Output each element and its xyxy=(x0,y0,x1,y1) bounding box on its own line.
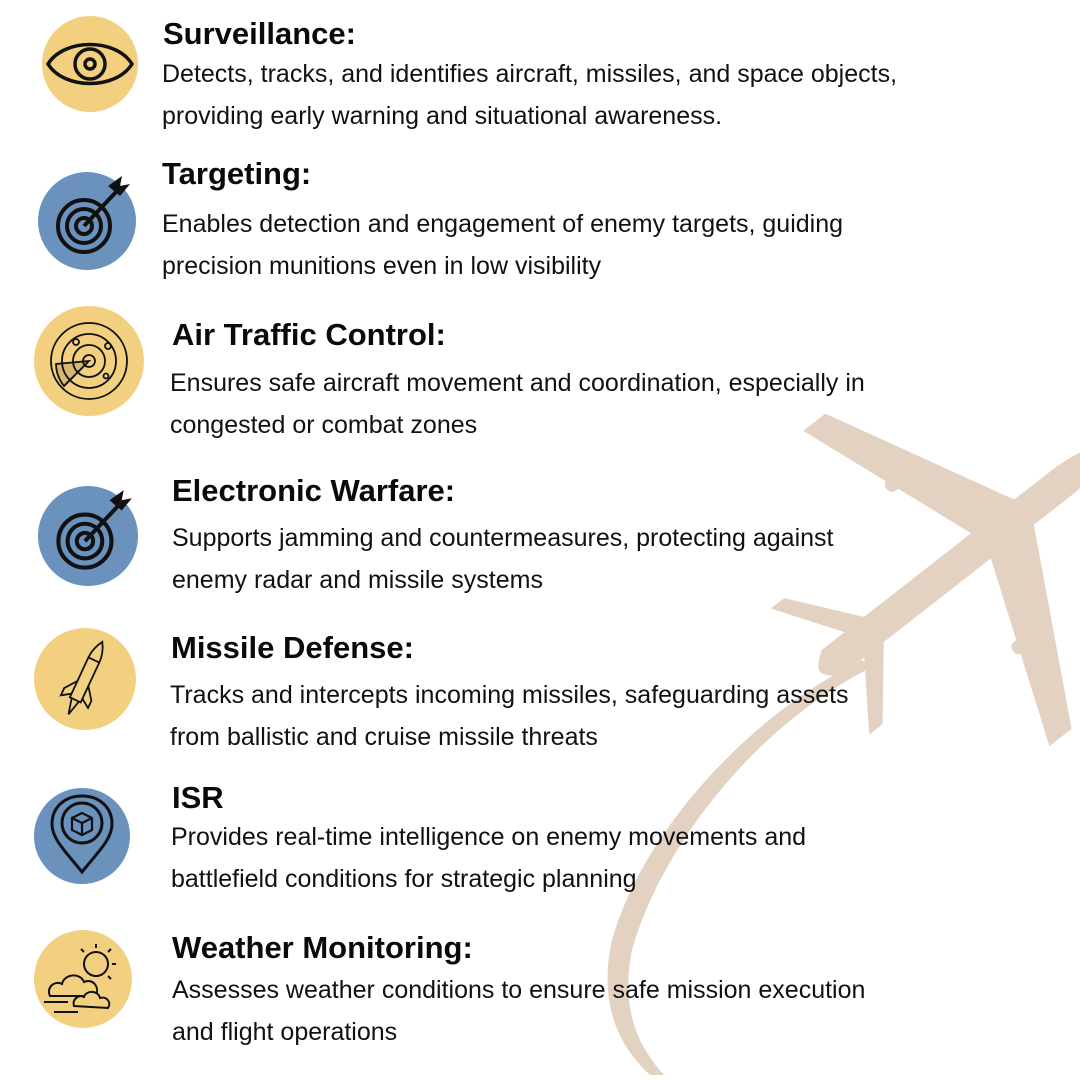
item-description xyxy=(170,362,865,446)
eye-icon xyxy=(42,16,138,112)
item-title: ISR xyxy=(172,780,224,815)
description-line: Detects, tracks, and identifies aircraft, missiles, and space objects, xyxy=(162,60,898,88)
description-line: congested or combat zones xyxy=(170,411,478,439)
icon-circle xyxy=(42,16,138,112)
item-title: Surveillance: xyxy=(163,16,356,51)
icon-circle xyxy=(34,628,136,730)
item-description xyxy=(172,517,833,601)
description-line: Ensures safe aircraft movement and coordination, especially in xyxy=(170,369,865,397)
description-line: Assesses weather conditions to ensure safe mission execution xyxy=(172,976,866,1004)
icon-circle xyxy=(38,486,138,586)
icon-circle xyxy=(34,306,144,416)
description-line: precision munitions even in low visibility xyxy=(162,252,602,280)
description-line: Supports jamming and countermeasures, protecting against xyxy=(172,524,834,552)
icon-circle xyxy=(34,788,130,884)
target-arrow-icon xyxy=(38,172,136,270)
item-title: Targeting: xyxy=(162,156,312,191)
description-line: Enables detection and engagement of enemy targets, guiding xyxy=(162,210,844,238)
item-title: Electronic Warfare: xyxy=(172,473,456,508)
description-line: enemy radar and missile systems xyxy=(172,566,543,594)
description-line: from ballistic and cruise missile threats xyxy=(170,723,598,751)
item-description xyxy=(172,969,865,1053)
missile-icon xyxy=(34,628,136,730)
description-line: providing early warning and situational awareness. xyxy=(162,102,723,130)
item-title: Air Traffic Control: xyxy=(172,317,446,352)
target-arrow-icon xyxy=(38,486,138,586)
item-description xyxy=(170,674,849,758)
description-line: Tracks and intercepts incoming missiles, safeguarding assets xyxy=(170,681,849,709)
description-line: battlefield conditions for strategic planning xyxy=(171,865,637,893)
weather-sun-cloud-icon xyxy=(34,930,132,1028)
icon-circle xyxy=(34,930,132,1028)
radar-icon xyxy=(34,306,144,416)
description-line: and flight operations xyxy=(172,1018,398,1046)
item-description xyxy=(162,53,897,137)
item-title: Missile Defense: xyxy=(171,630,414,665)
icon-circle xyxy=(38,172,136,270)
item-description xyxy=(162,203,843,287)
description-line: Provides real-time intelligence on enemy movements and xyxy=(171,823,807,851)
location-pin-box-icon xyxy=(34,788,130,884)
item-title: Weather Monitoring: xyxy=(172,930,473,965)
item-description xyxy=(171,816,806,900)
